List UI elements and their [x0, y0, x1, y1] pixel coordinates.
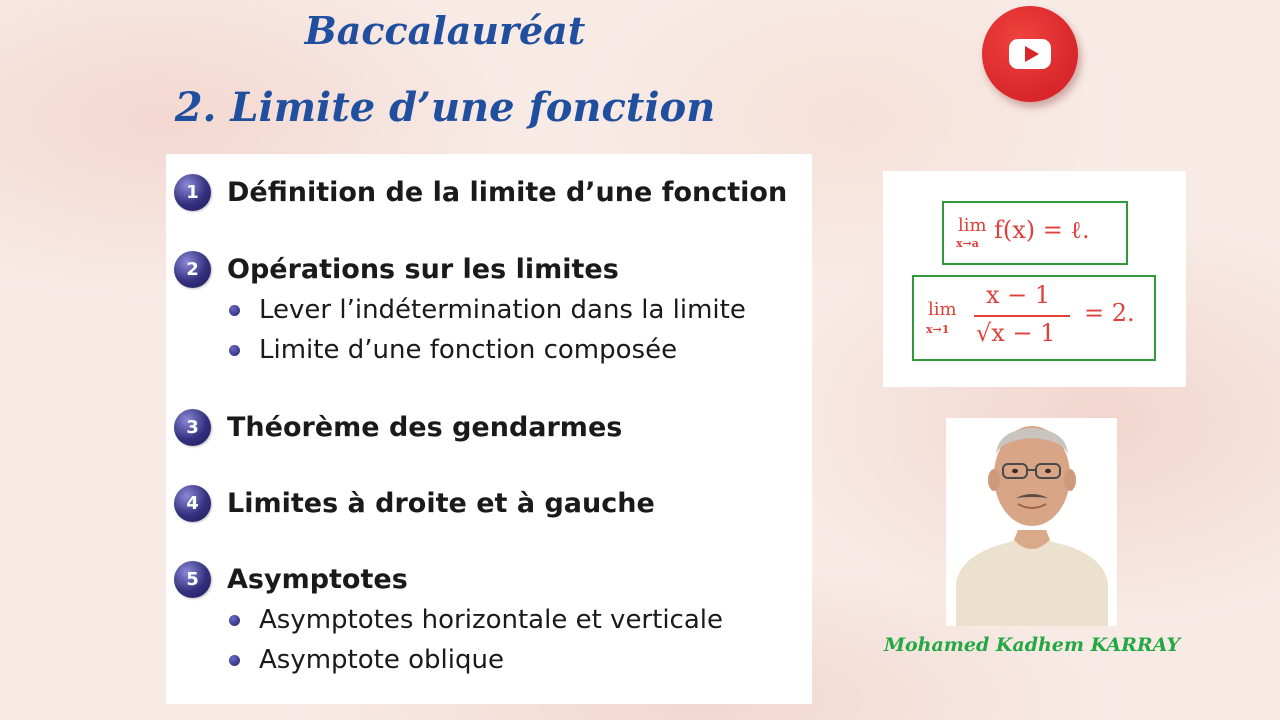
formula-denominator: √x − 1 [976, 319, 1056, 347]
author-name: Mohamed Kadhem KARRAY [883, 634, 1181, 656]
toc-subitem [229, 289, 812, 331]
toc-subitem-label: Limite d’une fonction composée [259, 335, 678, 365]
limit-definition-formula [942, 201, 1128, 265]
toc-subitem-label: Asymptotes horizontale et verticale [259, 605, 723, 635]
toc-item-2 [174, 249, 812, 371]
toc-item-3 [174, 407, 812, 447]
bullet-icon [229, 615, 240, 626]
page-title: Baccalauréat [304, 8, 586, 53]
toc-subitem-label: Lever l’indétermination dans la limite [259, 295, 746, 325]
page-subtitle: 2. Limite d’une fonction [174, 84, 716, 131]
toc-subitem [229, 329, 812, 371]
toc-heading: Définition de la limite d’une fonction [227, 176, 788, 208]
toc-subitem [229, 639, 812, 681]
number-badge: 4 [174, 485, 211, 522]
toc-item-4 [174, 483, 812, 523]
author-portrait-image [946, 418, 1117, 626]
toc-heading: Théorème des gendarmes [227, 411, 623, 443]
table-of-contents [166, 154, 812, 704]
author-photo [946, 418, 1117, 626]
toc-heading: Asymptotes [227, 563, 408, 595]
number-badge: 3 [174, 409, 211, 446]
formula-expression: f(x) = ℓ. [994, 216, 1090, 244]
youtube-play-icon [1009, 39, 1051, 69]
fraction-bar [974, 315, 1070, 317]
formula-card [883, 171, 1186, 387]
toc-item-1 [174, 172, 812, 212]
bullet-icon [229, 345, 240, 356]
lim-operator: lim [958, 215, 987, 236]
youtube-logo[interactable] [982, 6, 1078, 102]
toc-item-5 [174, 559, 812, 681]
toc-heading: Opérations sur les limites [227, 253, 619, 285]
lim-operator: lim [928, 299, 957, 320]
toc-heading: Limites à droite et à gauche [227, 487, 655, 519]
toc-subitem [229, 599, 812, 641]
toc-subitem-label: Asymptote oblique [259, 645, 504, 675]
formula-result: = 2. [1084, 299, 1135, 327]
formula-numerator: x − 1 [986, 281, 1051, 309]
lim-subscript: x→a [956, 237, 979, 250]
number-badge: 2 [174, 251, 211, 288]
limit-example-formula [912, 275, 1156, 361]
bullet-icon [229, 655, 240, 666]
number-badge: 1 [174, 174, 211, 211]
number-badge: 5 [174, 561, 211, 598]
lim-subscript: x→1 [926, 323, 950, 336]
bullet-icon [229, 305, 240, 316]
